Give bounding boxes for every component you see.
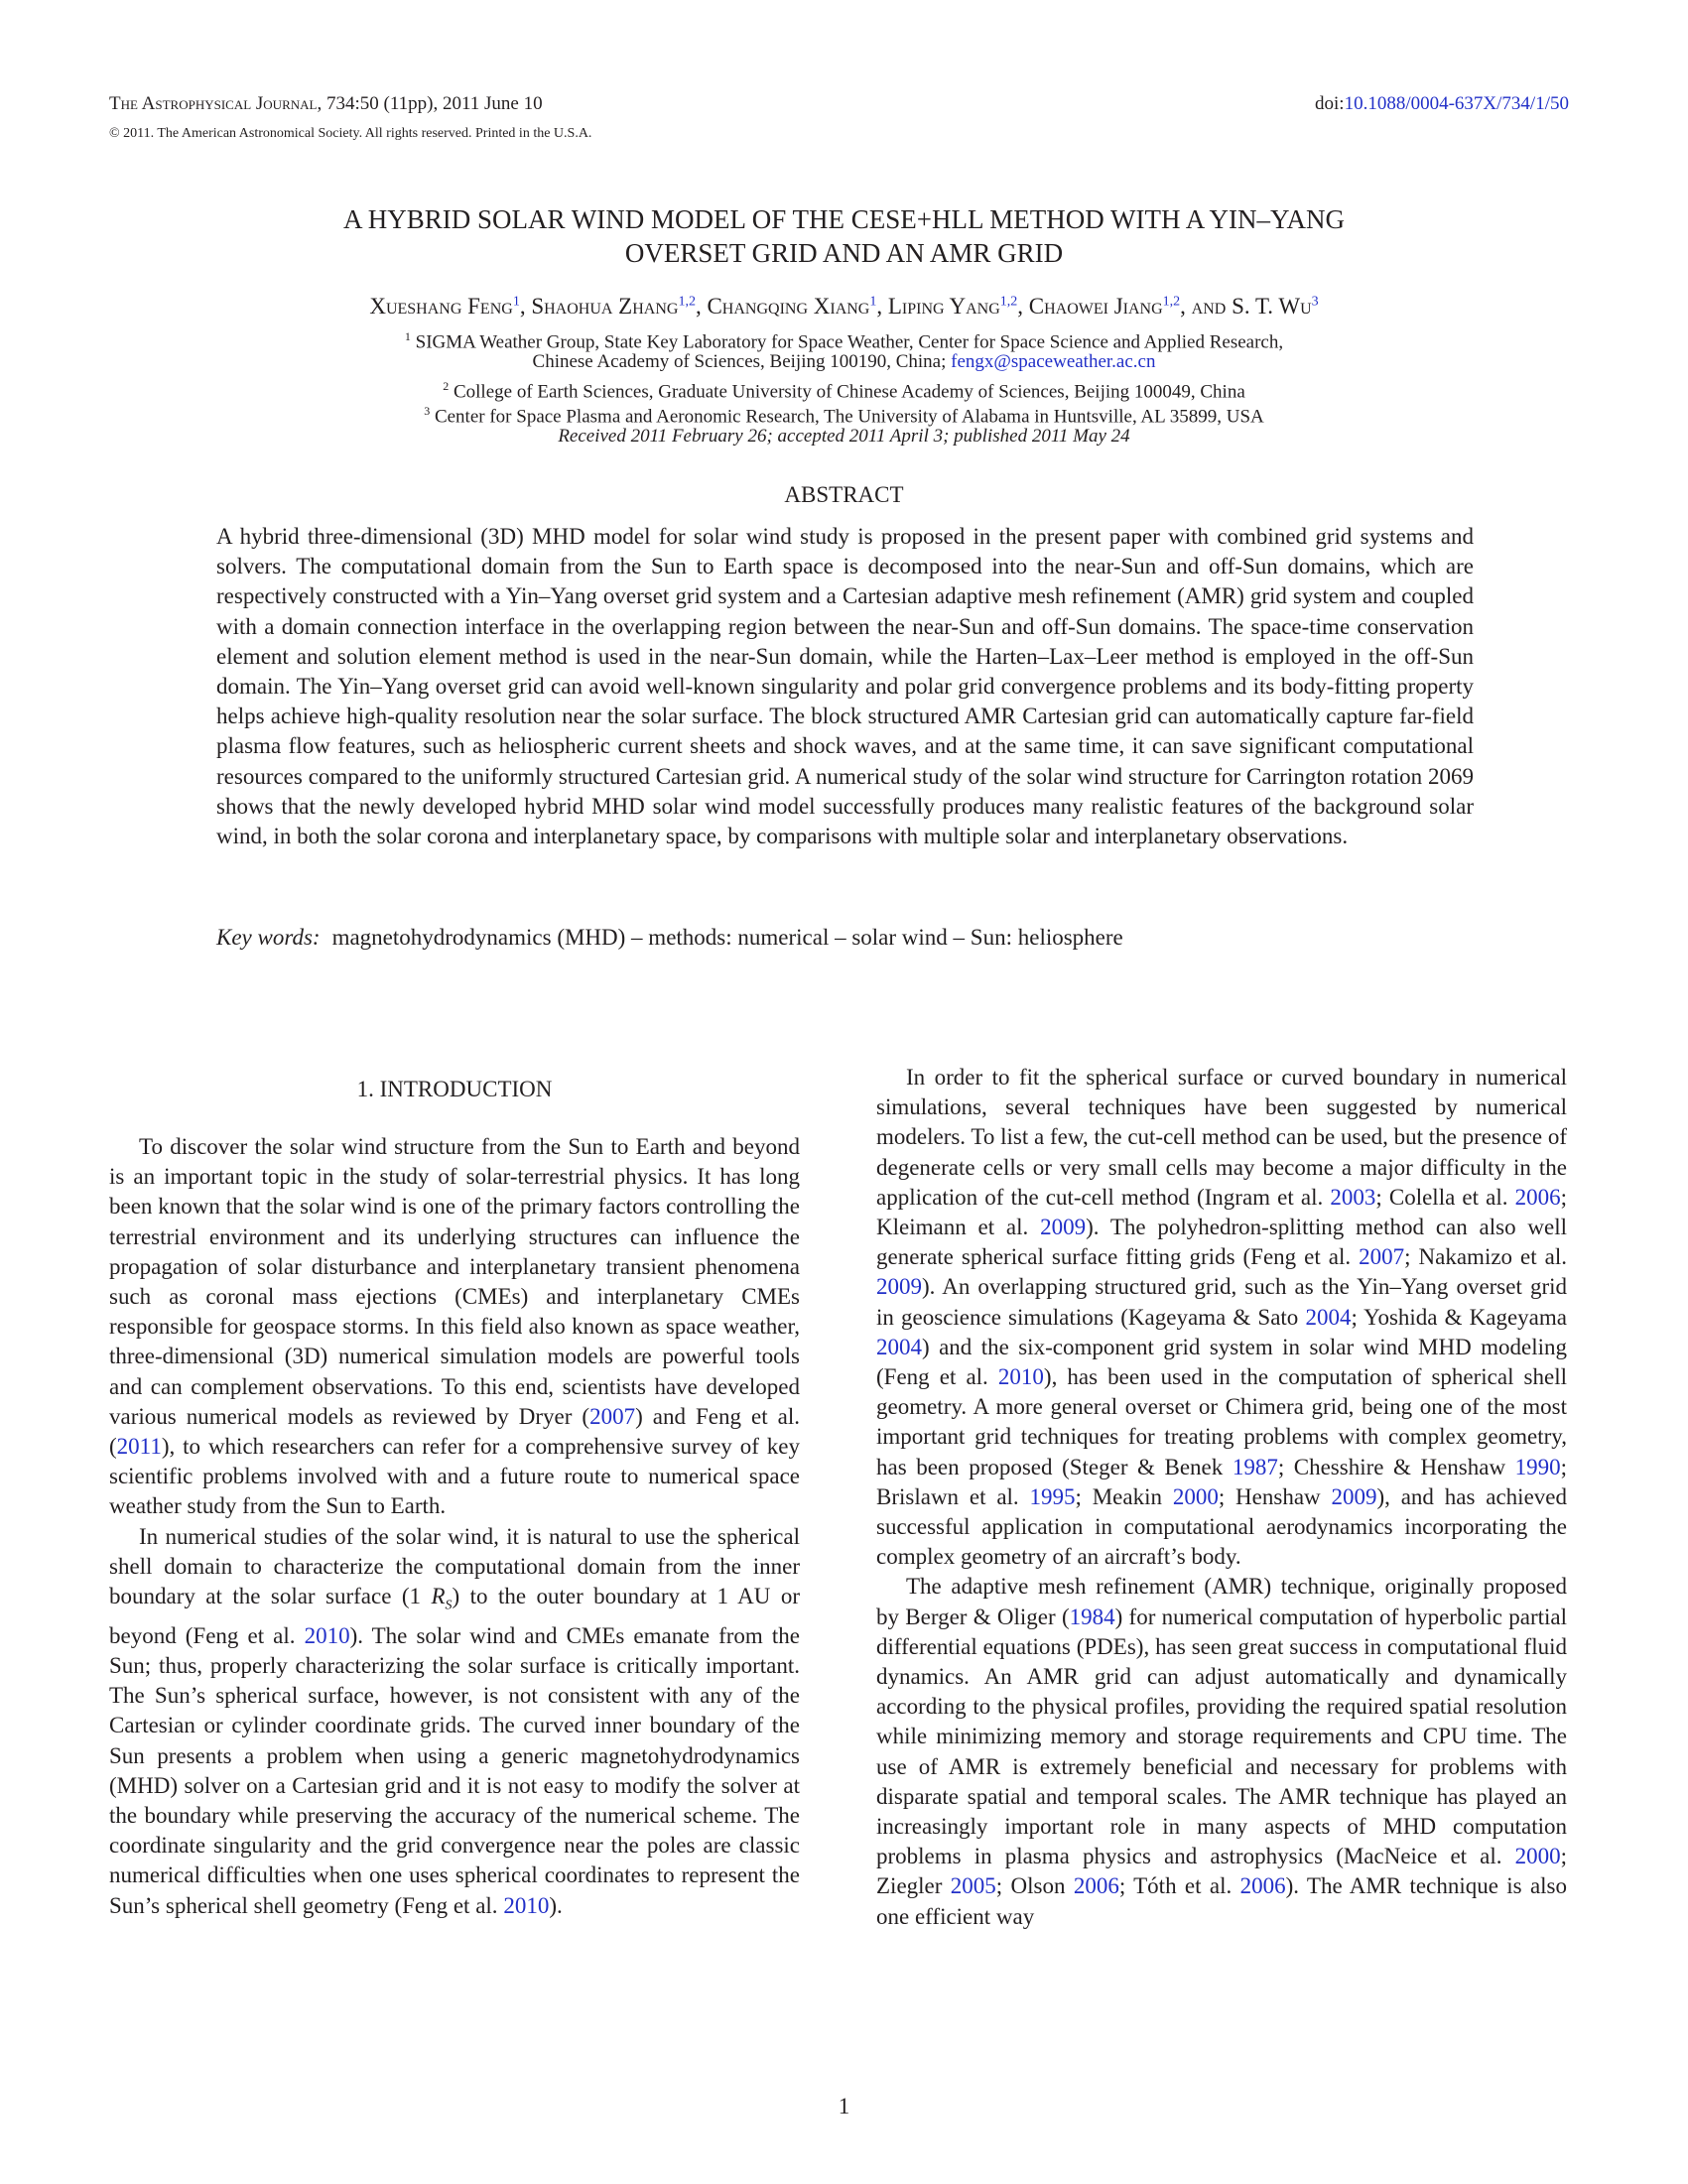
paragraph: In order to fit the spherical surface or curved boundary in numerical simulations, several techniques have been suggested by numerical modelers. To list a few, the cut-cell method can be used, but the presence of degenerate cells or very small cells may become a major difficulty in the application of the cut-cell method (Ingram et al. 2003; Colella et al. 2006; Kleimann et al. 2009). The polyhedron-splitting method can also well generate spherical surface fitting grids (Feng et al. 2007; Nakamizo et al. 2009). An overlapping structured grid, such as the Yin–Yang overset grid in geoscience simulations (Kageyama & Sato 2004; Yoshida & Kageyama 2004) and the six-component grid system in solar wind MHD modeling (Feng et al. 2010), has been used in the computation of spherical shell geometry. A more general overset or Chimera grid, being one of the most important grid techniques for treating problems with complex geometry, has been proposed (Steger & Benek 1987; Chesshire & Henshaw 1990; Brislawn et al. 1995; Meakin 2000; Henshaw 2009), and has achieved successful application in computational aerodynamics incorporating the complex geometry of an aircraft’s body. [876,1065,1568,1570]
citation-link[interactable]: 2006 [1514,1184,1561,1210]
affiliation-3: $^3$ Center for Space Plasma and Aeronomic Research, The University of Alabama in Huntsville, AL 35899, USA [424,404,1264,428]
author-affiliation-link[interactable]: 1,2 [1162,294,1181,310]
copyright-notice: © 2011. The American Astronomical Society. All rights reserved. Printed in the U.S.A. [109,126,592,141]
running-header-citation [109,93,543,115]
citation-link[interactable]: 2011 [116,1434,162,1460]
citation-link[interactable]: 2007 [1359,1244,1405,1270]
affiliation-2: $^2$ College of Earth Sciences, Graduate University of Chinese Academy of Sciences, Beijing 100049, China [443,379,1245,403]
paragraph: The adaptive mesh refinement (AMR) technique, originally proposed by Berger & Oliger (1984) for numerical computation of hyperbolic partial differential equations (PDEs), has seen great success in computational fluid dynamics. An AMR grid can adjust automatically and dynamically according to the physical profiles, providing the required spatial resolution while minimizing memory and storage requirements and CPU time. The use of AMR is extremely beneficial and necessary for problems with disparate spatial and temporal scales. The AMR technique has played an increasingly important role in many aspects of MHD computation problems in plasma physics and astrophysics (MacNeice et al. 2000; Ziegler 2005; Olson 2006; Tóth et al. 2006). The AMR technique is also one efficient way [876,1574,1568,1929]
paragraph: To discover the solar wind structure from the Sun to Earth and beyond is an important topic in the study of solar-terrestrial physics. It has long been known that the solar wind is one of the primary factors controlling the terrestrial environment and its underlying structures can influence the propagation of solar disturbance and interplanetary transient phenomena such as coronal mass ejections (CMEs) and interplanetary CMEs responsible for geospace storms. In this field also known as space weather, three-dimensional (3D) numerical simulation models are powerful tools and can complement observations. To this end, scientists have developed various numerical models as reviewed by Dryer (2007) and Feng et al. (2011), to which researchers can refer for a comprehensive survey of key scientific problems involved with and a future route to numerical space weather study from the Sun to Earth. [109,1134,800,1519]
citation-link[interactable]: 2006 [1073,1873,1119,1899]
page-number: 1 [838,2094,850,2119]
left-column [109,1132,800,1921]
citation-link[interactable]: 2003 [1330,1184,1376,1210]
section-heading: 1. INTRODUCTION [356,1077,553,1101]
journal-name: The Astrophysical Journal [109,93,318,114]
author-name: S. T. Wu [1232,294,1312,319]
author-affiliation-link[interactable]: 1 [869,294,877,310]
keywords-list: magnetohydrodynamics (MHD) – methods: numerical – solar wind – Sun: heliosphere [331,925,1123,950]
doi-prefix: doi: [1315,93,1345,114]
citation-link[interactable]: 2010 [997,1364,1044,1390]
citation-link[interactable]: 2009 [876,1274,922,1300]
author-affiliation-link[interactable]: 3 [1311,294,1319,310]
citation-link[interactable]: 2005 [950,1873,996,1899]
author-name: Shaohua Zhang [531,294,679,319]
citation-link[interactable]: 1987 [1232,1454,1278,1479]
citation-link[interactable]: 2007 [589,1403,636,1429]
citation-link[interactable]: 1995 [1029,1483,1076,1509]
author-name: Changqing Xiang [707,294,870,319]
citation-link[interactable]: 2010 [503,1892,550,1918]
author-name: Liping Yang [887,294,1000,319]
citation-link[interactable]: 2004 [1305,1304,1352,1330]
citation-link[interactable]: 2000 [1172,1483,1219,1509]
received-dates: Received 2011 February 26; accepted 2011 April 3; published 2011 May 24 [558,426,1130,447]
running-header-doi [1315,93,1569,115]
author-affiliation-link[interactable]: 1 [512,294,520,310]
citation-link[interactable]: 2004 [876,1334,922,1359]
right-column [876,1063,1567,1932]
title-line-1: A HYBRID SOLAR WIND MODEL OF THE CESE+HLL METHOD WITH A YIN–YANG [343,204,1345,234]
title-line-2: OVERSET GRID AND AN AMR GRID [624,238,1064,268]
keywords-label: Key words: [216,925,321,950]
affiliation-1-cont: Chinese Academy of Sciences, Beijing 100190, China; fengx@spaceweather.ac.cn [532,351,1156,372]
author-name: Xueshang Feng [369,294,513,319]
author-list: Xueshang Feng$^1$, Shaohua Zhang$^{1,2}$, Changqing Xiang$^1$, Liping Yang$^{1,2}$, Chaowei Jiang$^{1,2}$, and S. T. Wu$^3$ [369,294,1319,319]
citation-link[interactable]: 1990 [1514,1454,1561,1479]
abstract-heading: ABSTRACT [784,482,904,507]
email-link[interactable]: fengx@spaceweather.ac.cn [951,351,1156,372]
paragraph: In numerical studies of the solar wind, it is natural to use the spherical shell domain to characterize the computational domain from the inner boundary at the solar surface (1 $R_S$) to the outer boundary at 1 AU or beyond (Feng et al. 2010). The solar wind and CMEs emanate from the Sun; thus, properly characterizing the solar surface is critically important. The Sun’s spherical surface, however, is not consistent with any of the Cartesian or cylinder coordinate grids. The curved inner boundary of the Sun presents a problem when using a generic magnetohydrodynamics (MHD) solver on a Cartesian grid and it is not easy to modify the solver at the boundary while preserving the accuracy of the numerical scheme. The coordinate singularity and the grid convergence near the poles are classic numerical difficulties when one uses spherical coordinates to represent the Sun’s spherical shell geometry (Feng et al. 2010). [109,1523,800,1918]
journal-citation: , 734:50 (11pp), 2011 June 10 [317,93,543,114]
author-affiliation-link[interactable]: 1,2 [678,294,696,310]
citation-link[interactable]: 2010 [304,1622,350,1648]
paper-title [0,202,1688,270]
citation-link[interactable]: 2000 [1514,1844,1561,1869]
citation-link[interactable]: 1984 [1069,1604,1115,1629]
keywords [216,925,1474,951]
citation-link[interactable]: 2009 [1331,1483,1377,1509]
abstract-text: A hybrid three-dimensional (3D) MHD model for solar wind study is proposed in the present paper with combined grid systems and solvers. The computational domain from the Sun to Earth space is decomposed into the near-Sun and off-Sun domains, which are respectively constructed with a Yin–Yang overset grid system and a Cartesian adaptive mesh refinement (AMR) grid system and coupled with a domain connection interface in the overlapping region between the near-Sun and off-Sun domains. The space-time conservation element and solution element method is used in the near-Sun domain, while the Harten–Lax–Leer method is employed in the off-Sun domain. The Yin–Yang overset grid can avoid well-known singularity and polar grid convergence problems and its body-fitting property helps achieve high-quality resolution near the solar surface. The block structured AMR Cartesian grid can automatically capture far-field plasma flow features, such as heliospheric current sheets and shock waves, and at the same time, it can save significant computational resources compared to the uniformly structured Cartesian grid. A numerical study of the solar wind structure for Carrington rotation 2069 shows that the newly developed hybrid MHD solar wind model successfully produces many realistic features of the background solar wind, in both the solar corona and interplanetary space, by comparisons with multiple solar and interplanetary observations. [216,524,1474,849]
doi-link[interactable]: 10.1088/0004-637X/734/1/50 [1344,93,1569,114]
author-affiliation-link[interactable]: 1,2 [999,294,1018,310]
citation-link[interactable]: 2009 [1040,1215,1087,1240]
affiliation-1: $^1$ SIGMA Weather Group, State Key Laboratory for Space Weather, Center for Space Science and Applied Research, [404,329,1284,353]
citation-link[interactable]: 2006 [1239,1873,1286,1899]
author-name: Chaowei Jiang [1028,294,1163,319]
